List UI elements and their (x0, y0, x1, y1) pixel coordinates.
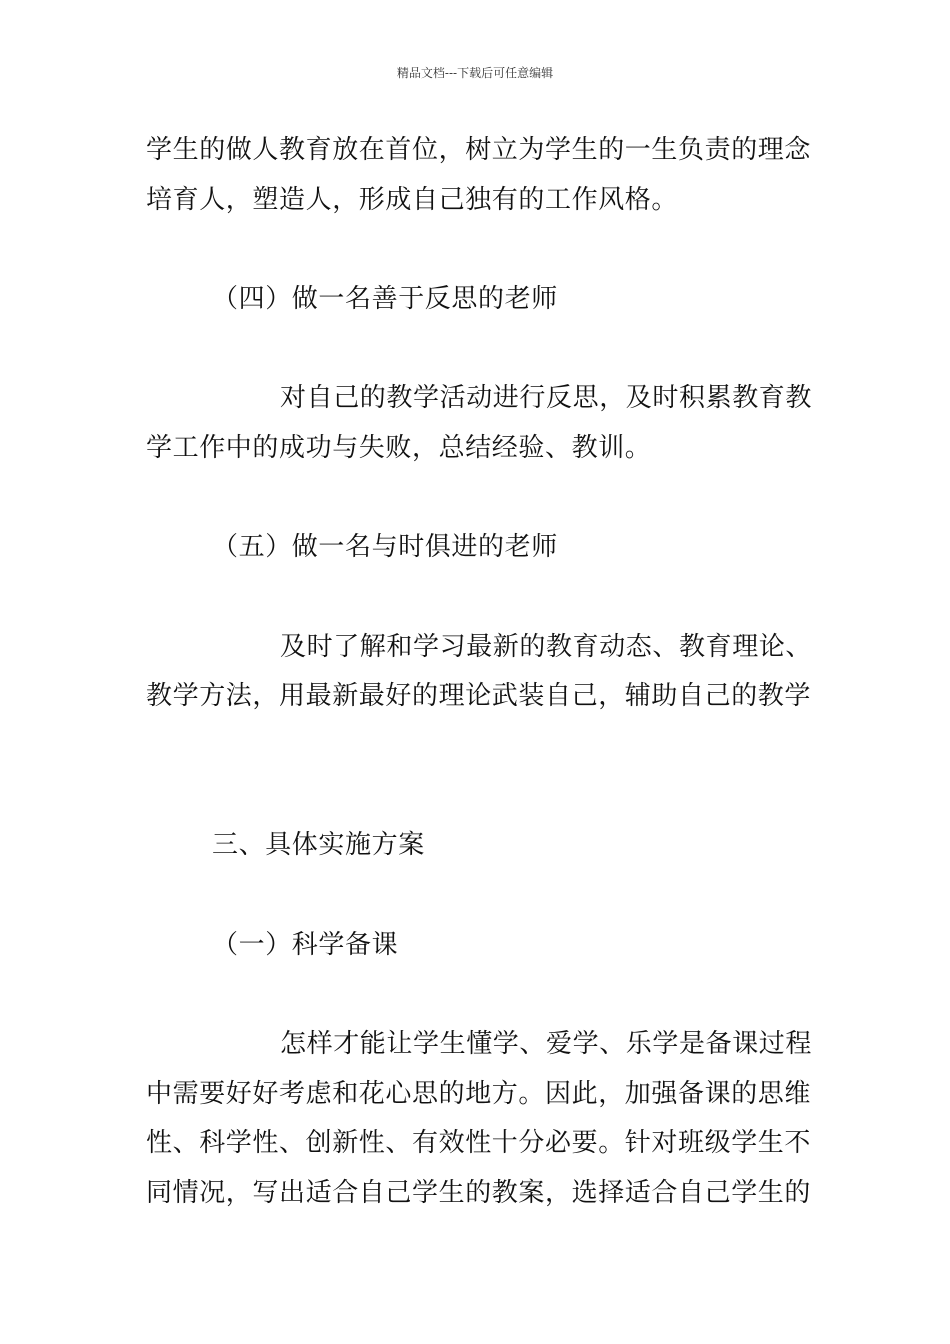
text-line-5: 及时了解和学习最新的教育动态、教育理论、 (280, 632, 813, 662)
text-line-2: 培育人，塑造人，形成自己独有的工作风格。 (146, 185, 679, 215)
text-line-9: 性、科学性、创新性、有效性十分必要。针对班级学生不 (146, 1128, 812, 1158)
text-line-10: 同情况，写出适合自己学生的教案，选择适合自己学生的 (146, 1178, 812, 1208)
text-line-8: 中需要好好考虑和花心思的地方。因此，加强备课的思维 (146, 1079, 812, 1109)
page-header: 精品文档---下载后可任意编辑 (396, 66, 554, 80)
text-line-7: 怎样才能让学生懂学、爱学、乐学是备课过程 (280, 1029, 813, 1059)
text-line-4: 学工作中的成功与失败，总结经验、教训。 (146, 433, 652, 463)
section-heading-1: （一）科学备课 (212, 930, 399, 960)
chapter-heading-3: 三、具体实施方案 (212, 830, 425, 860)
text-line-6: 教学方法，用最新最好的理论武装自己，辅助自己的教学 (146, 681, 812, 711)
section-heading-5: （五）做一名与时俱进的老师 (212, 532, 558, 562)
text-line-1: 学生的做人教育放在首位，树立为学生的一生负责的理念 (146, 135, 812, 165)
section-heading-4: （四）做一名善于反思的老师 (212, 284, 558, 314)
text-line-3: 对自己的教学活动进行反思，及时积累教育教 (280, 383, 813, 413)
